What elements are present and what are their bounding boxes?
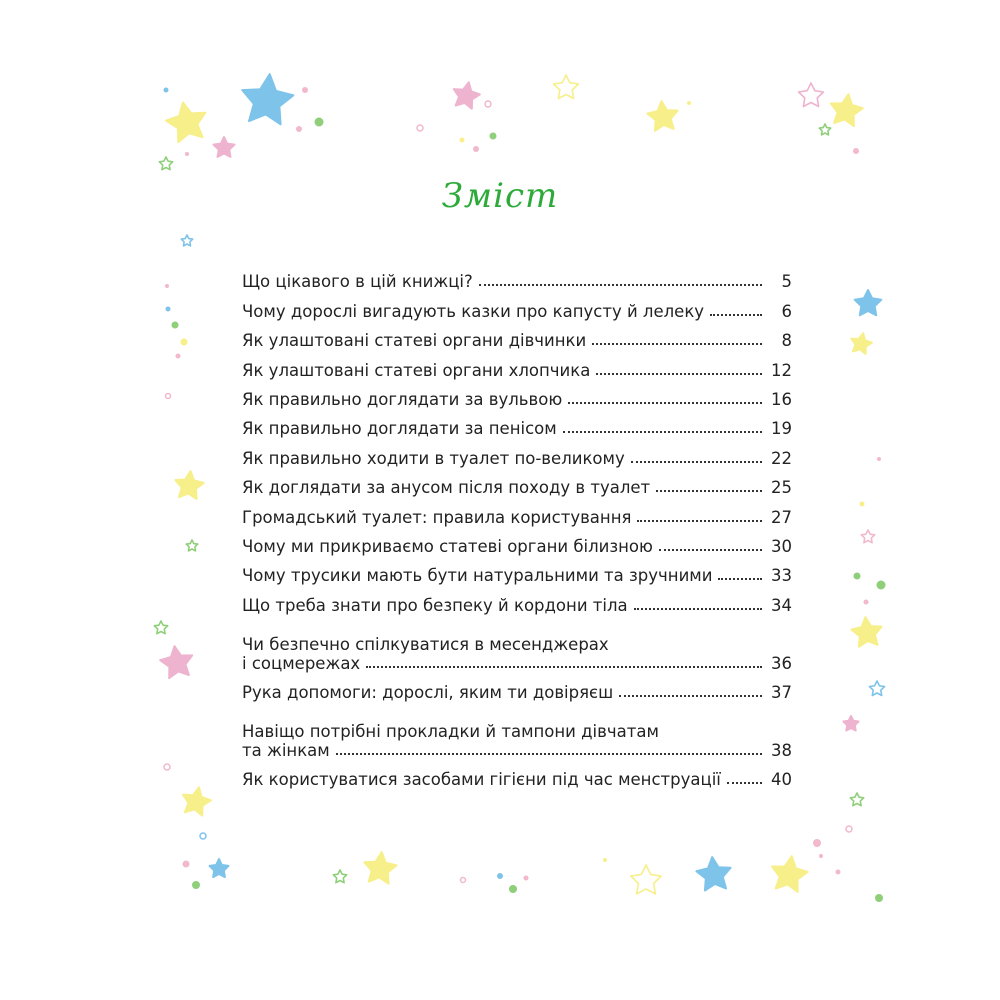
dot-leader bbox=[592, 342, 762, 345]
dot-leader bbox=[634, 607, 762, 610]
star-icon bbox=[631, 865, 661, 894]
toc-page-number: 33 bbox=[771, 566, 792, 586]
dot-icon bbox=[875, 894, 883, 902]
dot-icon bbox=[164, 88, 169, 93]
toc-entry bbox=[242, 323, 792, 352]
star-icon bbox=[861, 530, 874, 543]
toc-entry-title: Що цікавого в цій книжці? bbox=[242, 272, 473, 292]
star-icon bbox=[855, 290, 882, 315]
toc-page-number: 16 bbox=[771, 389, 792, 409]
dot-icon bbox=[185, 152, 189, 156]
toc-page-number: 36 bbox=[771, 653, 792, 673]
dot-icon bbox=[200, 833, 206, 839]
toc-entry bbox=[242, 293, 792, 322]
star-icon bbox=[696, 857, 730, 890]
toc-entry bbox=[242, 352, 792, 381]
toc-entry-title: Що треба знати про безпеку й кордони тіла bbox=[242, 595, 628, 615]
star-icon bbox=[210, 859, 229, 877]
toc-page-number: 27 bbox=[771, 507, 792, 527]
toc-entry-title: Як правильно ходити в туалет по-великому bbox=[242, 448, 625, 468]
toc-page-number: 8 bbox=[781, 331, 792, 351]
dot-leader bbox=[336, 752, 762, 755]
toc-entry bbox=[242, 529, 792, 558]
toc-page-number: 38 bbox=[771, 741, 792, 761]
toc-page-number: 40 bbox=[771, 770, 792, 790]
dot-leader bbox=[656, 489, 762, 492]
dot-icon bbox=[497, 873, 503, 879]
star-icon bbox=[851, 617, 881, 647]
dot-icon bbox=[864, 600, 869, 605]
toc-page-number: 34 bbox=[771, 595, 792, 615]
dot-icon bbox=[490, 133, 497, 140]
dot-icon bbox=[509, 885, 517, 893]
star-icon bbox=[175, 471, 203, 499]
toc-page-number: 19 bbox=[771, 419, 792, 439]
dot-icon bbox=[603, 858, 607, 862]
dot-icon bbox=[813, 839, 821, 847]
star-icon bbox=[843, 716, 858, 731]
toc-entry-title: Як улаштовані статеві органи хлопчика bbox=[242, 360, 591, 380]
toc-entry bbox=[242, 558, 792, 587]
dot-icon bbox=[853, 148, 859, 154]
dot-icon bbox=[181, 339, 188, 346]
toc-page-number: 5 bbox=[781, 272, 792, 292]
star-icon bbox=[364, 852, 396, 884]
dot-leader bbox=[596, 372, 762, 375]
page-title: Зміст bbox=[441, 176, 559, 216]
dot-leader bbox=[619, 694, 762, 697]
star-icon bbox=[154, 621, 167, 634]
dot-icon bbox=[877, 457, 881, 461]
dot-icon bbox=[183, 861, 190, 868]
toc-entry bbox=[242, 470, 792, 499]
dot-icon bbox=[164, 764, 170, 770]
toc-entry-title: Чому дорослі вигадують казки про капусту й лелеку bbox=[242, 301, 705, 321]
dot-icon bbox=[473, 146, 479, 152]
dot-icon bbox=[460, 138, 465, 143]
toc-entry-title-continued: та жінкам bbox=[242, 741, 330, 761]
toc-entry bbox=[242, 264, 792, 293]
table-of-contents bbox=[242, 264, 792, 791]
dot-icon bbox=[315, 118, 324, 127]
toc-entry bbox=[242, 411, 792, 440]
star-icon bbox=[799, 83, 824, 107]
star-icon bbox=[181, 235, 192, 246]
toc-entry-title: Громадський туалет: правила користування bbox=[242, 507, 632, 527]
star-icon bbox=[554, 75, 579, 99]
dot-leader bbox=[710, 313, 762, 316]
dot-icon bbox=[687, 101, 691, 105]
dot-leader bbox=[718, 577, 762, 580]
star-icon bbox=[166, 102, 205, 142]
dot-icon bbox=[836, 870, 841, 875]
toc-entry bbox=[242, 499, 792, 528]
toc-entry-title: Чому ми прикриваємо статеві органи білизною bbox=[242, 536, 653, 556]
dot-icon bbox=[417, 125, 423, 131]
dot-icon bbox=[165, 284, 169, 288]
star-icon bbox=[850, 793, 863, 806]
toc-entry bbox=[242, 704, 792, 762]
dot-leader bbox=[563, 430, 762, 433]
toc-entry-title: Рука допомоги: дорослі, яким ти довіряєш bbox=[242, 683, 614, 703]
toc-entry bbox=[242, 382, 792, 411]
star-icon bbox=[772, 856, 808, 892]
star-icon bbox=[333, 870, 346, 883]
star-icon bbox=[160, 646, 192, 678]
toc-page-number: 37 bbox=[771, 683, 792, 703]
star-icon bbox=[819, 124, 830, 135]
toc-entry-title: Чому трусики мають бути натуральними та зручними bbox=[242, 566, 713, 586]
toc-entry-title: Навіщо потрібні прокладки й тампони дівчатам bbox=[242, 722, 659, 742]
dot-icon bbox=[854, 573, 861, 580]
toc-entry bbox=[242, 587, 792, 616]
toc-entry bbox=[242, 440, 792, 469]
dot-icon bbox=[524, 876, 529, 881]
dot-leader bbox=[659, 548, 762, 551]
dot-icon bbox=[819, 854, 823, 858]
dot-icon bbox=[296, 126, 302, 132]
toc-entry-title: Як правильно доглядати за пенісом bbox=[242, 419, 557, 439]
toc-entry bbox=[242, 762, 792, 791]
dot-icon bbox=[166, 394, 171, 399]
toc-page-number: 30 bbox=[771, 536, 792, 556]
toc-entry-title: Як доглядати за анусом після походу в туалет bbox=[242, 478, 651, 498]
toc-entry bbox=[242, 617, 792, 675]
dot-leader bbox=[568, 401, 762, 404]
dot-icon bbox=[461, 878, 466, 883]
toc-page-number: 25 bbox=[771, 478, 792, 498]
dot-icon bbox=[485, 101, 491, 107]
star-icon bbox=[214, 137, 235, 157]
dot-leader bbox=[727, 781, 762, 784]
star-icon bbox=[851, 333, 872, 354]
dot-icon bbox=[860, 502, 865, 507]
star-icon bbox=[454, 82, 480, 108]
star-icon bbox=[159, 157, 172, 170]
dot-leader bbox=[366, 665, 762, 668]
star-icon bbox=[242, 74, 293, 124]
dot-icon bbox=[172, 322, 179, 329]
dot-icon bbox=[176, 354, 181, 359]
dot-icon bbox=[877, 581, 886, 590]
toc-page-number: 22 bbox=[771, 448, 792, 468]
dot-leader bbox=[631, 460, 762, 463]
dot-icon bbox=[192, 881, 200, 889]
toc-page-number: 12 bbox=[771, 360, 792, 380]
star-icon bbox=[831, 94, 863, 126]
dot-icon bbox=[302, 87, 308, 93]
toc-entry-title: Як улаштовані статеві органи дівчинки bbox=[242, 331, 587, 351]
star-icon bbox=[183, 787, 211, 815]
toc-entry-title-continued: і соцмережах bbox=[242, 653, 361, 673]
toc-entry bbox=[242, 675, 792, 704]
star-icon bbox=[869, 681, 884, 696]
dot-icon bbox=[846, 826, 852, 832]
toc-page-number: 6 bbox=[781, 301, 792, 321]
dot-leader bbox=[479, 283, 762, 286]
star-icon bbox=[186, 540, 197, 551]
toc-entry-title: Як правильно доглядати за вульвою bbox=[242, 389, 563, 409]
dot-icon bbox=[166, 307, 171, 312]
toc-entry-title: Чи безпечно спілкуватися в месенджерах bbox=[242, 634, 609, 654]
toc-entry-title: Як користуватися засобами гігієни під час менструації bbox=[242, 770, 721, 790]
star-icon bbox=[647, 101, 677, 131]
dot-leader bbox=[637, 519, 762, 522]
